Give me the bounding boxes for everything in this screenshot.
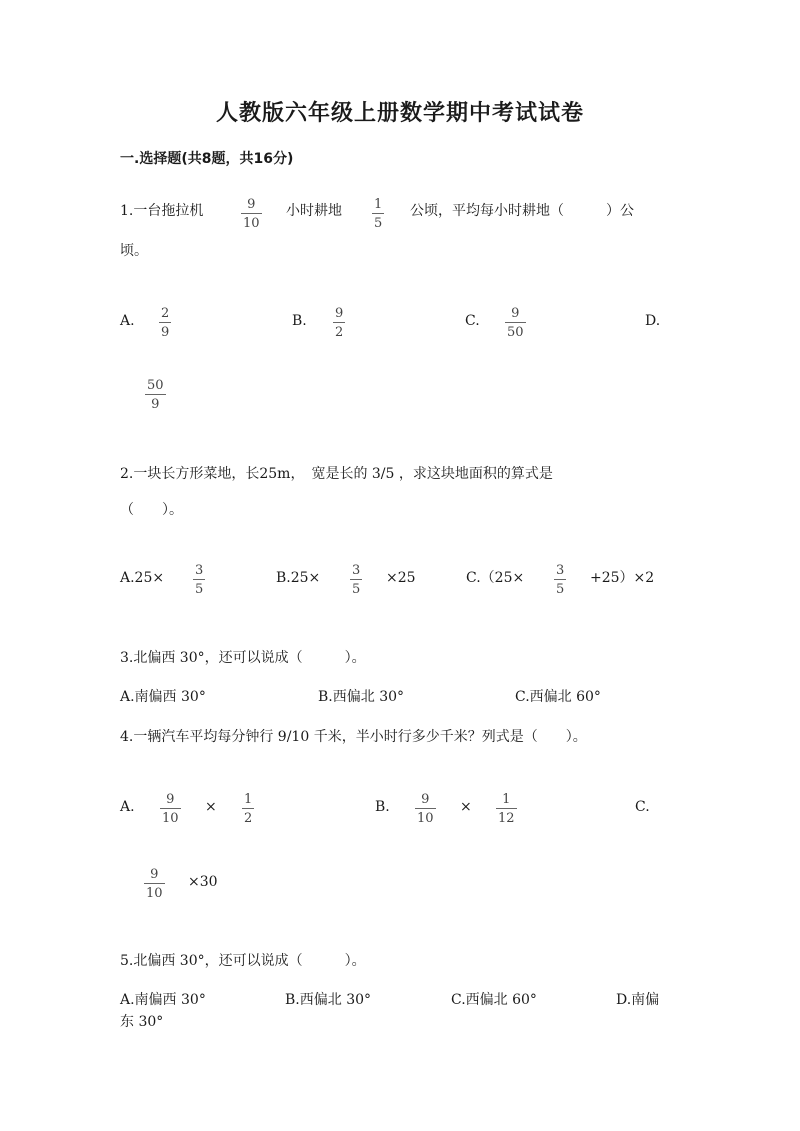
denominator: 10 [417,811,434,826]
numerator: 9 [511,306,520,321]
denominator: 9 [161,325,170,340]
option-label: D. [645,313,661,329]
fraction-bar [505,322,526,323]
fraction [415,792,436,826]
fraction [144,867,165,901]
denominator: 10 [243,216,260,231]
numerator: 9 [150,867,159,882]
numerator: 1 [244,792,253,807]
option-label: A. [120,313,135,329]
option-c[interactable]: C.西偏北 60° [451,992,537,1008]
numerator: 9 [166,792,175,807]
denominator: 2 [244,811,253,826]
fraction [159,306,171,340]
numerator: 9 [247,197,256,212]
fraction-bar [496,808,517,809]
denominator: 5 [374,216,383,231]
option-text: +25）×2 [590,570,655,586]
option-label: C.（25× [466,570,525,586]
denominator: 10 [146,886,163,901]
denominator: 2 [335,325,344,340]
fraction [496,792,517,826]
fraction-bar [159,322,171,323]
option-label: A. [120,799,135,815]
numerator: 1 [502,792,511,807]
times-sign: × [205,799,217,815]
question-text: 小时耕地 [286,203,342,219]
option-label: C. [635,799,650,815]
fraction-bar [144,883,165,884]
option-text: ×30 [188,874,218,890]
denominator: 50 [507,325,524,340]
section-heading: 一.选择题(共8题，共16分) [120,151,294,167]
option-d-continued: 东 30° [120,1014,164,1030]
option-b[interactable]: B.西偏北 30° [318,689,405,705]
question-text: 3.北偏西 30°，还可以说成（ ）。 [120,650,366,666]
option-label: B. [292,313,307,329]
option-b[interactable]: B.西偏北 30° [285,992,372,1008]
fraction-bar [193,579,205,580]
denominator: 9 [151,397,160,412]
fraction [372,197,384,231]
denominator: 12 [498,811,515,826]
question-text: 公顷，平均每小时耕地（ ）公 [410,203,634,219]
numerator: 1 [374,197,383,212]
denominator: 10 [162,811,179,826]
denominator: 5 [556,582,565,597]
numerator: 3 [556,563,565,578]
question-text: 5.北偏西 30°，还可以说成（ ）。 [120,953,366,969]
fraction [160,792,181,826]
page-title: 人教版六年级上册数学期中考试试卷 [215,101,584,126]
fraction [242,792,254,826]
fraction-bar [145,394,166,395]
fraction-bar [350,579,362,580]
option-a[interactable]: A.南偏西 30° [120,992,206,1008]
fraction [193,563,205,597]
numerator: 50 [147,378,164,393]
numerator: 2 [161,306,170,321]
times-sign: × [460,799,472,815]
numerator: 3 [195,563,204,578]
fraction-bar [242,808,254,809]
fraction-bar [160,808,181,809]
option-c[interactable]: C.西偏北 60° [515,689,601,705]
question-text: 2.一块长方形菜地，长25m， 宽是长的 3/5 ，求这块地面积的算式是 [120,466,553,482]
option-label: B.25× [276,570,321,586]
fraction-bar [554,579,566,580]
fraction [505,306,526,340]
denominator: 5 [352,582,361,597]
question-text: 1.一台拖拉机 [120,203,204,219]
fraction [333,306,345,340]
fraction-bar [372,213,384,214]
fraction-bar [241,213,262,214]
numerator: 9 [335,306,344,321]
fraction [145,378,166,412]
question-text: 顷。 [120,243,148,259]
denominator: 5 [195,582,204,597]
fraction [241,197,262,231]
question-text: （ ）。 [120,502,183,518]
option-label: A.25× [120,570,165,586]
option-a[interactable]: A.南偏西 30° [120,689,206,705]
numerator: 9 [421,792,430,807]
option-label: B. [375,799,390,815]
fraction [554,563,566,597]
option-label: C. [465,313,480,329]
fraction [350,563,362,597]
option-d[interactable]: D.南偏 [616,992,660,1008]
question-text: 4.一辆汽车平均每分钟行 9/10 千米，半小时行多少千米？列式是（ ）。 [120,729,587,745]
option-text: ×25 [386,570,416,586]
fraction-bar [415,808,436,809]
fraction-bar [333,322,345,323]
numerator: 3 [352,563,361,578]
